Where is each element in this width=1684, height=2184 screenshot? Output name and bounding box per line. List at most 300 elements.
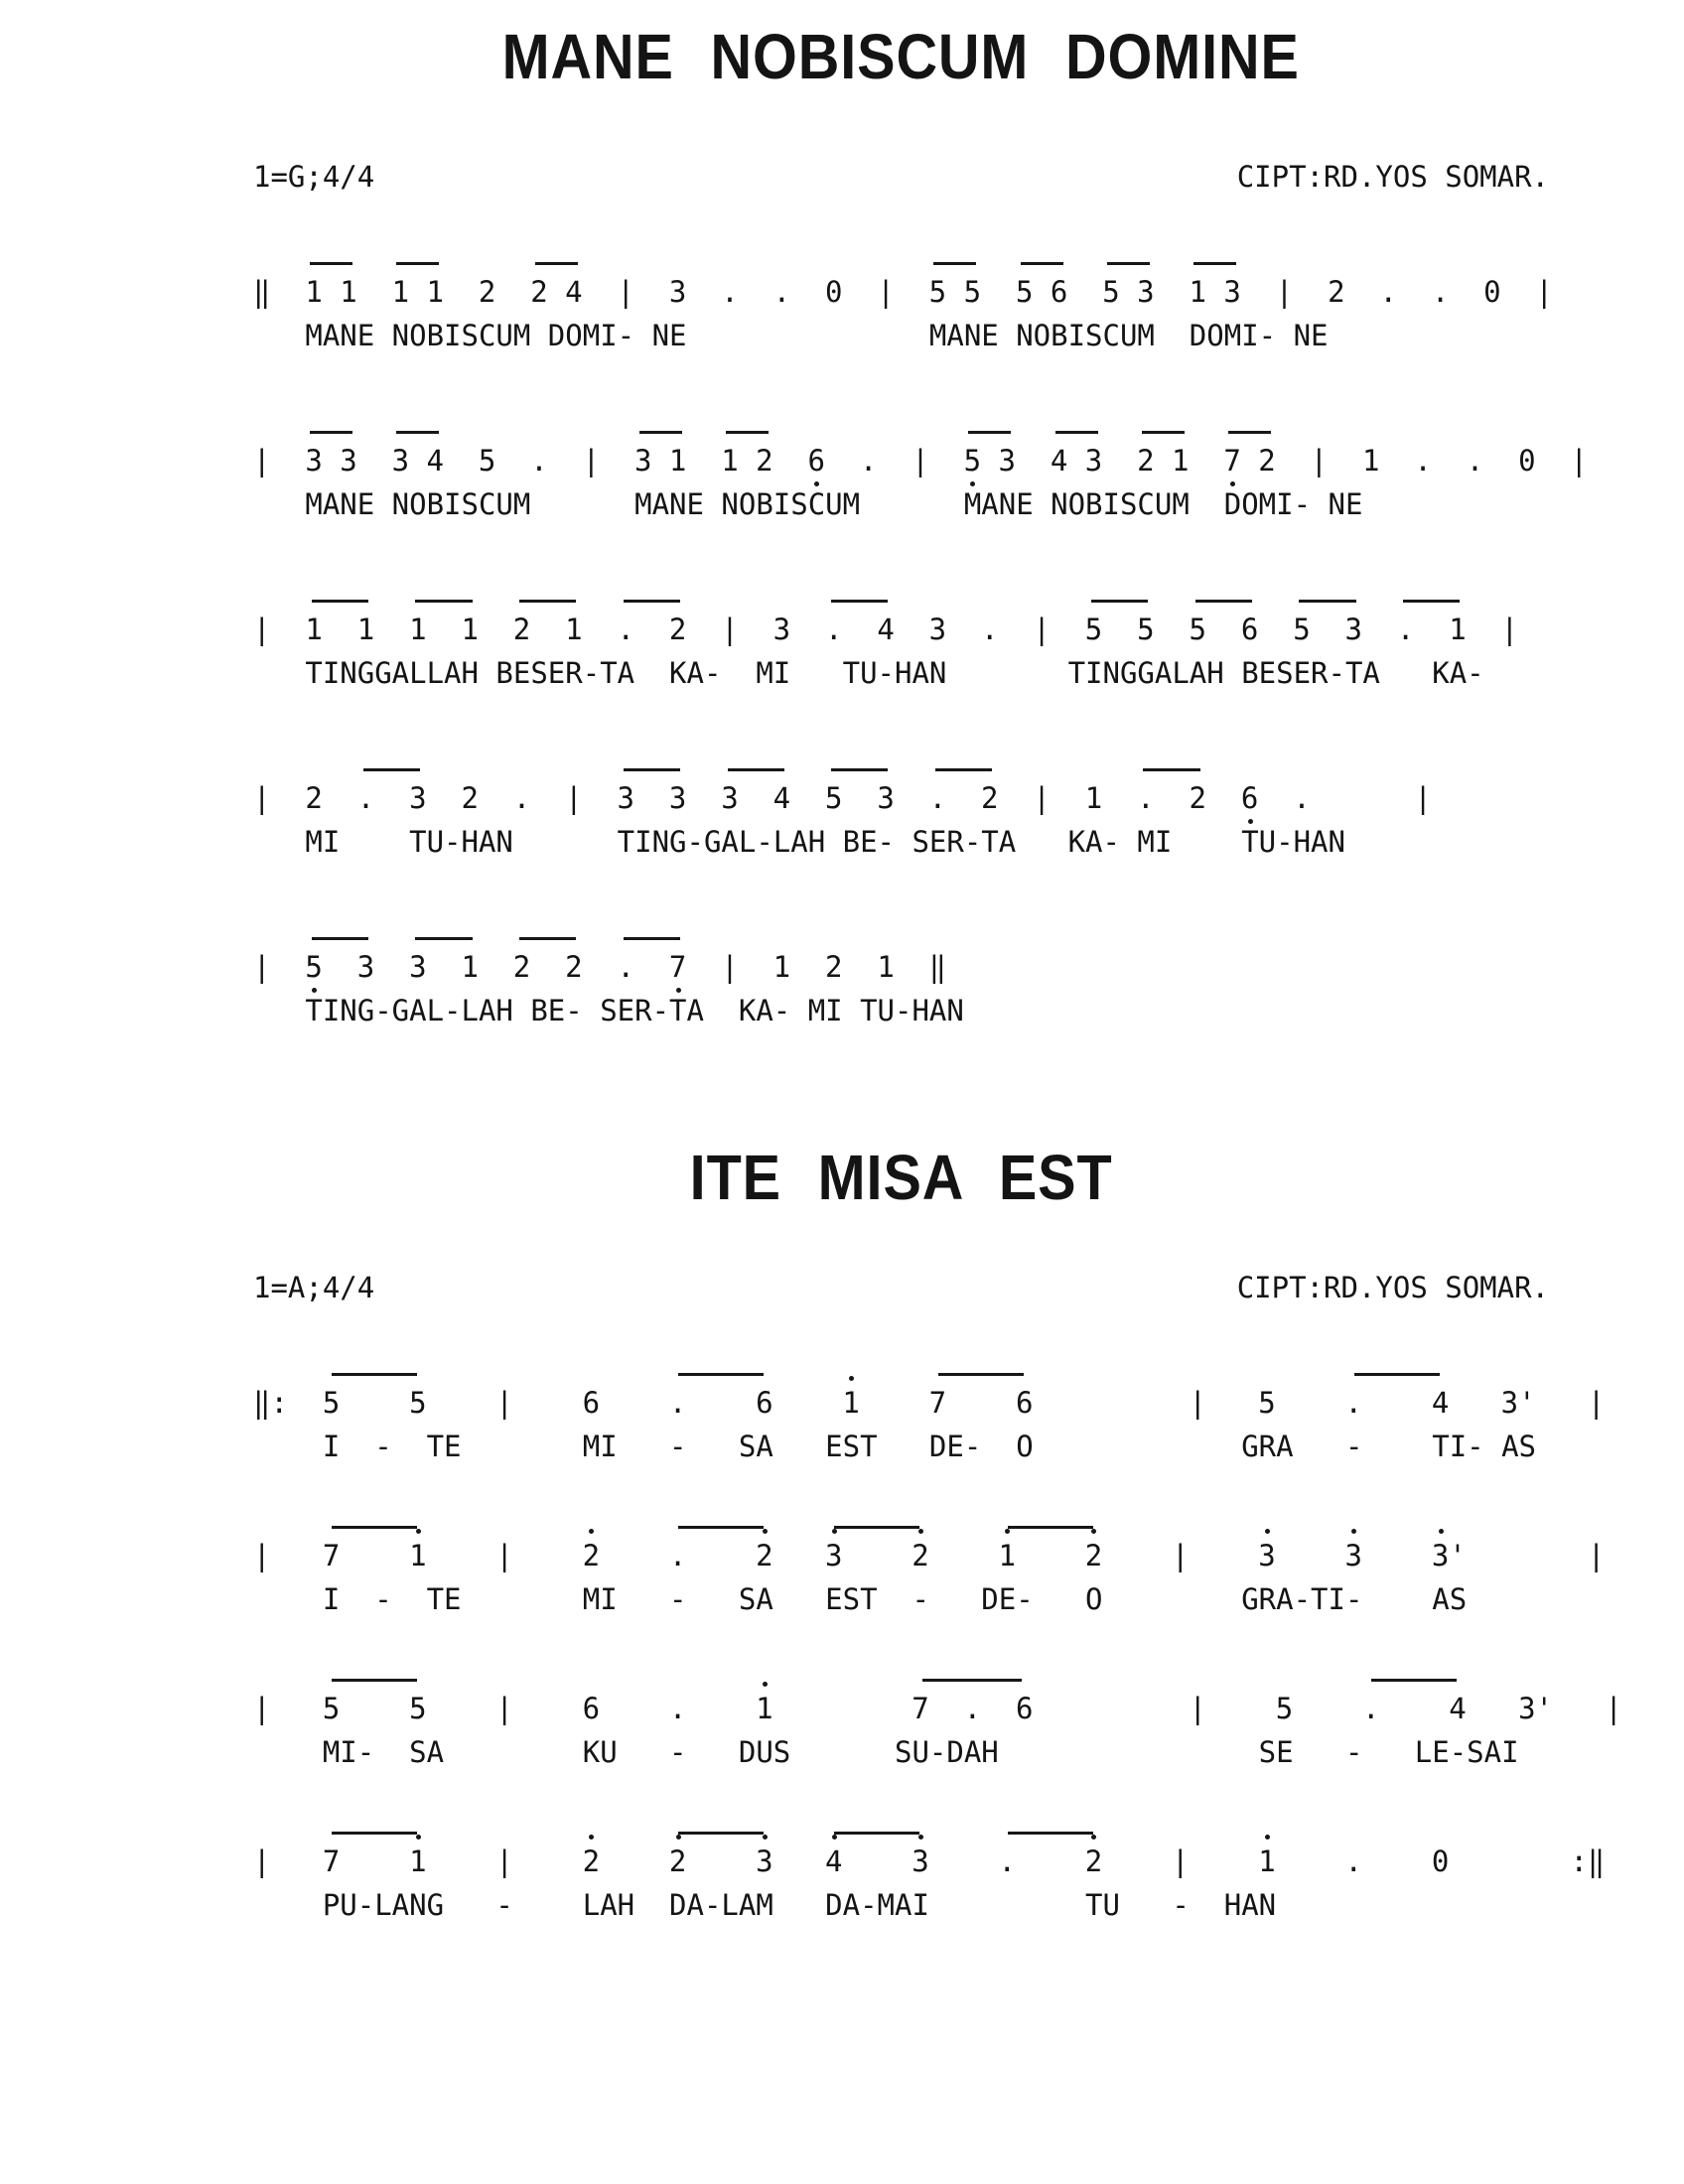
note-cell: [1120, 1539, 1137, 1572]
note-cell: [1051, 781, 1067, 815]
note-cell: [1293, 1844, 1310, 1878]
note-cell: [270, 1844, 287, 1878]
lyrics-line: MI- SA KU - DUS SU-DAH SE - LE-SAI: [253, 1735, 1519, 1770]
note-cell: [634, 1844, 651, 1878]
note-cell: [1311, 1386, 1328, 1420]
note-cell: [1276, 1844, 1293, 1878]
note-cell: [1067, 1844, 1084, 1878]
notes-line: [253, 424, 1588, 478]
note-cell: 3: [928, 613, 947, 647]
note-cell: [964, 1844, 981, 1878]
beam-group: [634, 444, 686, 478]
note-cell: .: [721, 275, 739, 310]
low-octave-dot: [970, 481, 975, 486]
note-cell: [444, 1539, 461, 1572]
note-cell: [1518, 275, 1535, 309]
note-cell: [600, 950, 617, 984]
beam-group: [669, 1539, 773, 1572]
note-cell: [790, 1844, 807, 1878]
note-cell: .: [617, 950, 634, 985]
beam-overline: [363, 768, 420, 771]
note-cell: [842, 950, 859, 984]
note-cell: [392, 781, 409, 815]
note-cell: [739, 275, 756, 309]
song-title: [253, 21, 1549, 92]
beam-overline: [1008, 1832, 1093, 1835]
beam-group: [964, 444, 1016, 478]
note-cell: [1293, 444, 1310, 478]
low-octave-dot: [1248, 819, 1253, 824]
note-cell: [357, 1386, 374, 1420]
note-cell: [340, 613, 356, 646]
note-cell: [1311, 1692, 1328, 1725]
note-cell: [1311, 275, 1328, 309]
beam-overline: [938, 1373, 1024, 1376]
key-signature: 1=G;4/4: [253, 160, 375, 195]
note-cell: [340, 1692, 356, 1725]
note-cell: [1311, 781, 1328, 815]
note-cell: [1379, 1539, 1396, 1572]
note-cell: [790, 1692, 807, 1725]
note-cell: [461, 1386, 478, 1420]
note-cell: [1155, 613, 1172, 646]
note-cell: [704, 613, 721, 646]
note-cell: [1051, 1386, 1067, 1420]
note-cell: |: [1172, 1844, 1190, 1879]
note-cell: [790, 444, 807, 478]
notes-line: [253, 1519, 1606, 1573]
note-cell: [1051, 1844, 1067, 1878]
beam-group: [1137, 781, 1206, 815]
high-octave-dot: [832, 1529, 837, 1534]
note-cell: [548, 1844, 565, 1878]
key-signature: 1=A;4/4: [253, 1271, 375, 1305]
beam-group: [929, 781, 999, 815]
note-cell: [1536, 444, 1553, 478]
beam-group: [721, 781, 790, 815]
note-cell: [790, 781, 807, 815]
beam-overline: [1403, 600, 1460, 603]
beam-group: [1137, 444, 1189, 478]
note-cell: [1223, 613, 1240, 646]
note-cell: [1328, 1844, 1344, 1878]
note-cell: .: [859, 444, 878, 478]
note-cell: [1120, 1692, 1137, 1725]
beam-overline: [678, 1832, 764, 1835]
note-cell: 6: [1050, 275, 1068, 310]
note-cell: [998, 781, 1015, 815]
note-cell: [513, 1692, 530, 1725]
note-cell: [1414, 613, 1431, 646]
note-cell: [323, 613, 340, 646]
beam-overline: [831, 768, 888, 771]
note-cell: [704, 275, 721, 309]
note-cell: [1102, 1692, 1119, 1725]
note-cell: [860, 1692, 877, 1725]
note-cell: [1120, 275, 1137, 309]
note-cell: 2: [912, 1539, 928, 1572]
beam-group: [1397, 613, 1467, 646]
note-cell: [1518, 1844, 1535, 1878]
note-cell: [756, 275, 772, 309]
note-cell: [1328, 1539, 1344, 1572]
note-cell: [1033, 275, 1050, 309]
high-octave-dot: [763, 1835, 768, 1840]
note-cell: [912, 613, 928, 646]
note-cell: .: [1137, 781, 1155, 816]
beam-group: [357, 781, 427, 815]
note-cell: 1: [842, 1386, 859, 1420]
note-cell: [1414, 1692, 1431, 1725]
note-cell: .: [1414, 444, 1432, 478]
note-cell: [686, 1692, 703, 1725]
note-cell: |: [253, 950, 271, 985]
lyrics-line: TINGGALLAH BESER-TA KA- MI TU-HAN TINGGALAH BESER-TA KA-: [253, 656, 1484, 691]
lyrics-line: MANE NOBISCUM MANE NOBISCUM MANE NOBISCUM DOMI- NE: [253, 487, 1363, 522]
note-cell: [1189, 1844, 1205, 1878]
note-cell: [1432, 444, 1449, 478]
note-cell: 7: [322, 1844, 341, 1879]
note-cell: 2: [824, 950, 843, 985]
note-cell: [1467, 613, 1483, 646]
note-cell: [374, 950, 391, 984]
note-cell: 1: [461, 613, 479, 647]
note-cell: [790, 613, 807, 646]
note-cell: [288, 275, 305, 309]
note-cell: [461, 1844, 478, 1878]
note-cell: 5: [1258, 1386, 1276, 1421]
note-cell: [1311, 613, 1328, 646]
music-system: [253, 1519, 1606, 1617]
note-cell: 3: [617, 781, 634, 816]
note-cell: [842, 613, 859, 646]
note-cell: [1276, 613, 1293, 646]
note-cell: [1223, 1692, 1240, 1725]
note-cell: |: [1570, 444, 1588, 478]
note-cell: [1311, 1844, 1328, 1878]
note-cell: [461, 444, 478, 478]
note-cell: [1016, 613, 1033, 646]
note-cell: [895, 275, 912, 309]
note-cell: [288, 613, 305, 646]
note-cell: [895, 1844, 912, 1878]
note-cell: [357, 1539, 374, 1572]
note-cell: [1206, 1844, 1223, 1878]
note-cell: [305, 1844, 322, 1878]
note-cell: [825, 444, 842, 478]
note-cell: 3: [721, 781, 739, 816]
note-cell: [548, 950, 565, 984]
note-cell: [288, 950, 305, 984]
note-cell: 5: [409, 1692, 427, 1726]
note-cell: [842, 444, 859, 478]
beam-group: [1189, 275, 1240, 309]
note-cell: 2: [669, 1844, 686, 1878]
note-cell: [323, 275, 340, 309]
note-cell: |: [1414, 781, 1432, 816]
note-cell: 5: [963, 275, 982, 310]
note-cell: [739, 1539, 756, 1572]
note-cell: [583, 613, 600, 646]
note-cell: .: [356, 781, 375, 816]
note-cell: |: [1587, 1539, 1606, 1573]
note-cell: .: [668, 1386, 687, 1421]
note-cell: [479, 1386, 495, 1420]
note-cell: [634, 1386, 651, 1420]
note-cell: [808, 1844, 825, 1878]
note-cell: [946, 613, 963, 646]
note-cell: [929, 1844, 946, 1878]
note-cell: [739, 1692, 756, 1725]
note-cell: [1120, 1386, 1137, 1420]
note-cell: [444, 950, 461, 984]
note-cell: 3: [409, 950, 427, 985]
note-cell: [808, 781, 825, 815]
note-cell: [1033, 1844, 1050, 1878]
note-cell: [340, 950, 356, 984]
lyrics-line: I - TE MI - SA EST DE- O GRA - TI- AS: [253, 1430, 1537, 1464]
note-cell: [495, 950, 512, 984]
note-cell: [1137, 1692, 1154, 1725]
note-cell: [1085, 275, 1102, 309]
note-cell: [548, 781, 565, 815]
note-cell: [305, 1692, 322, 1725]
note-cell: |: [565, 781, 583, 816]
note-cell: 5: [824, 781, 843, 816]
note-cell: 3: [340, 444, 357, 478]
notes-line: [253, 1672, 1622, 1726]
note-cell: [1397, 275, 1414, 309]
note-cell: [895, 1539, 912, 1572]
note-cell: |: [253, 1844, 271, 1879]
beam-group: [929, 1386, 1034, 1420]
note-cell: [600, 613, 617, 646]
note-cell: 4: [426, 444, 444, 478]
note-cell: [392, 1844, 409, 1878]
note-cell: [842, 1539, 859, 1572]
note-cell: [583, 781, 600, 815]
note-cell: |: [495, 1386, 513, 1421]
note-cell: [1588, 1692, 1605, 1725]
note-cell: [288, 1844, 305, 1878]
note-cell: [1328, 444, 1344, 478]
note-cell: [929, 1692, 946, 1725]
note-cell: [1467, 1539, 1483, 1572]
note-cell: [634, 1692, 651, 1725]
beam-group: [323, 1692, 427, 1725]
note-cell: [548, 613, 565, 646]
beam-overline: [624, 600, 680, 603]
note-cell: [946, 1386, 963, 1420]
beam-overline: [933, 262, 976, 265]
note-cell: [634, 275, 651, 309]
beam-overline: [624, 937, 680, 940]
note-cell: [565, 444, 582, 478]
note-cell: 5: [928, 275, 947, 310]
note-cell: [1379, 781, 1396, 815]
note-cell: [495, 613, 512, 646]
note-cell: [1397, 1844, 1414, 1878]
note-cell: [790, 1386, 807, 1420]
note-cell: 1: [721, 444, 739, 478]
note-cell: .: [668, 1692, 687, 1726]
note-cell: .: [1344, 1386, 1363, 1421]
content-area: [253, 0, 1622, 1923]
lyrics-line: MANE NOBISCUM DOMI- NE MANE NOBISCUM DOMI- NE: [253, 319, 1329, 353]
note-cell: [704, 1539, 721, 1572]
note-cell: [288, 781, 305, 815]
note-cell: [1362, 1539, 1379, 1572]
note-cell: [1155, 275, 1172, 309]
note-cell: 3: [409, 781, 427, 816]
note-cell: [374, 613, 391, 646]
note-cell: [1258, 613, 1275, 646]
note-cell: [530, 1692, 547, 1725]
note-cell: 6: [1240, 613, 1259, 647]
beam-group: [1085, 613, 1155, 646]
note-cell: 5: [1137, 613, 1155, 647]
note-cell: [1102, 1539, 1119, 1572]
note-cell: [981, 1692, 998, 1725]
beam-group: [618, 613, 687, 646]
note-cell: [1155, 781, 1172, 815]
note-cell: [1033, 1386, 1050, 1420]
note-cell: [860, 1844, 877, 1878]
beam-overline: [1008, 1526, 1093, 1529]
note-cell: [479, 781, 495, 815]
note-cell: [270, 1692, 287, 1725]
note-cell: 4: [1431, 1386, 1450, 1421]
note-cell: [981, 444, 998, 478]
note-cell: [495, 444, 512, 478]
note-cell: [651, 781, 668, 815]
beam-group: [409, 613, 479, 646]
note-cell: [808, 1692, 825, 1725]
note-cell: [340, 781, 356, 815]
beam-group: [998, 1539, 1102, 1572]
note-cell: 3: [1084, 444, 1103, 478]
note-cell: ‖: [253, 1386, 271, 1421]
note-cell: [981, 1539, 998, 1572]
note-cell: 1: [391, 275, 410, 310]
beam-group: [1016, 275, 1067, 309]
note-cell: .: [1379, 275, 1397, 310]
beam-group: [530, 275, 582, 309]
note-cell: .: [981, 613, 999, 647]
beam-overline: [728, 768, 784, 771]
note-cell: 1: [877, 950, 895, 985]
note-cell: |: [495, 1844, 513, 1879]
note-cell: [773, 1539, 790, 1572]
note-cell: [618, 1539, 634, 1572]
note-cell: [1155, 1386, 1172, 1420]
note-cell: [1483, 1539, 1500, 1572]
beam-overline: [678, 1526, 764, 1529]
note-cell: [392, 613, 409, 646]
note-cell: [634, 781, 651, 815]
note-cell: [1379, 1386, 1396, 1420]
composer-credit: CIPT:RD.YOS SOMAR.: [1236, 160, 1549, 195]
note-cell: [946, 275, 963, 309]
note-cell: 1: [356, 613, 375, 647]
note-cell: 1: [305, 613, 323, 647]
note-cell: [895, 1386, 912, 1420]
note-cell: |: [1033, 781, 1051, 816]
note-cell: 1: [409, 1539, 426, 1572]
high-octave-dot: [918, 1529, 923, 1534]
note-cell: 5: [1015, 275, 1034, 310]
note-cell: [444, 1692, 461, 1725]
beam-group: [825, 1539, 929, 1572]
note-cell: .: [1466, 444, 1484, 478]
note-cell: [495, 781, 512, 815]
note-cell: 2: [512, 613, 531, 647]
note-cell: [1206, 1386, 1223, 1420]
note-cell: [1102, 444, 1119, 478]
note-cell: [1501, 1692, 1518, 1725]
note-cell: [548, 1692, 565, 1725]
note-cell: 3: [1344, 613, 1363, 647]
note-cell: [1189, 444, 1205, 478]
note-cell: [929, 444, 946, 478]
note-cell: [739, 613, 756, 646]
note-cell: 6: [1241, 781, 1258, 815]
note-cell: [427, 1844, 444, 1878]
note-cell: [374, 444, 391, 478]
composer-credit: CIPT:RD.YOS SOMAR.: [1236, 1271, 1549, 1305]
music-system: [253, 1366, 1606, 1464]
beam-overline: [1143, 768, 1199, 771]
note-cell: .: [1293, 781, 1311, 816]
note-cell: [825, 1692, 842, 1725]
low-octave-dot: [676, 988, 681, 993]
beam-group: [305, 613, 374, 646]
note-cell: [1570, 1692, 1587, 1725]
note-cell: [444, 781, 461, 815]
note-cell: [270, 1539, 287, 1572]
beam-group: [305, 950, 374, 984]
note-cell: [1172, 613, 1189, 646]
note-cell: .: [998, 1844, 1016, 1879]
note-cell: [548, 275, 565, 309]
beam-group: [1362, 1692, 1467, 1725]
note-cell: [808, 275, 825, 309]
note-cell: 1: [409, 613, 427, 647]
note-cell: .: [928, 781, 947, 816]
note-cell: [1155, 1539, 1172, 1572]
note-cell: 2: [756, 1539, 772, 1572]
note-cell: 3: [825, 1539, 842, 1572]
beam-overline: [834, 1832, 919, 1835]
note-cell: 3: [1345, 1539, 1362, 1572]
note-cell: [651, 950, 668, 984]
note-cell: [1293, 275, 1310, 309]
note-cell: [600, 275, 617, 309]
note-cell: [495, 275, 512, 309]
note-cell: [860, 781, 877, 815]
note-cell: |: [495, 1539, 513, 1573]
note-cell: .: [963, 1692, 982, 1726]
note-cell: [704, 781, 721, 815]
note-cell: 3: [912, 1844, 928, 1878]
note-cell: [323, 950, 340, 984]
note-cell: [808, 1539, 825, 1572]
beam-overline: [396, 431, 439, 434]
note-cell: |: [1275, 275, 1294, 310]
beam-group: [513, 613, 583, 646]
note-cell: [288, 1692, 305, 1725]
note-cell: [1467, 275, 1483, 309]
